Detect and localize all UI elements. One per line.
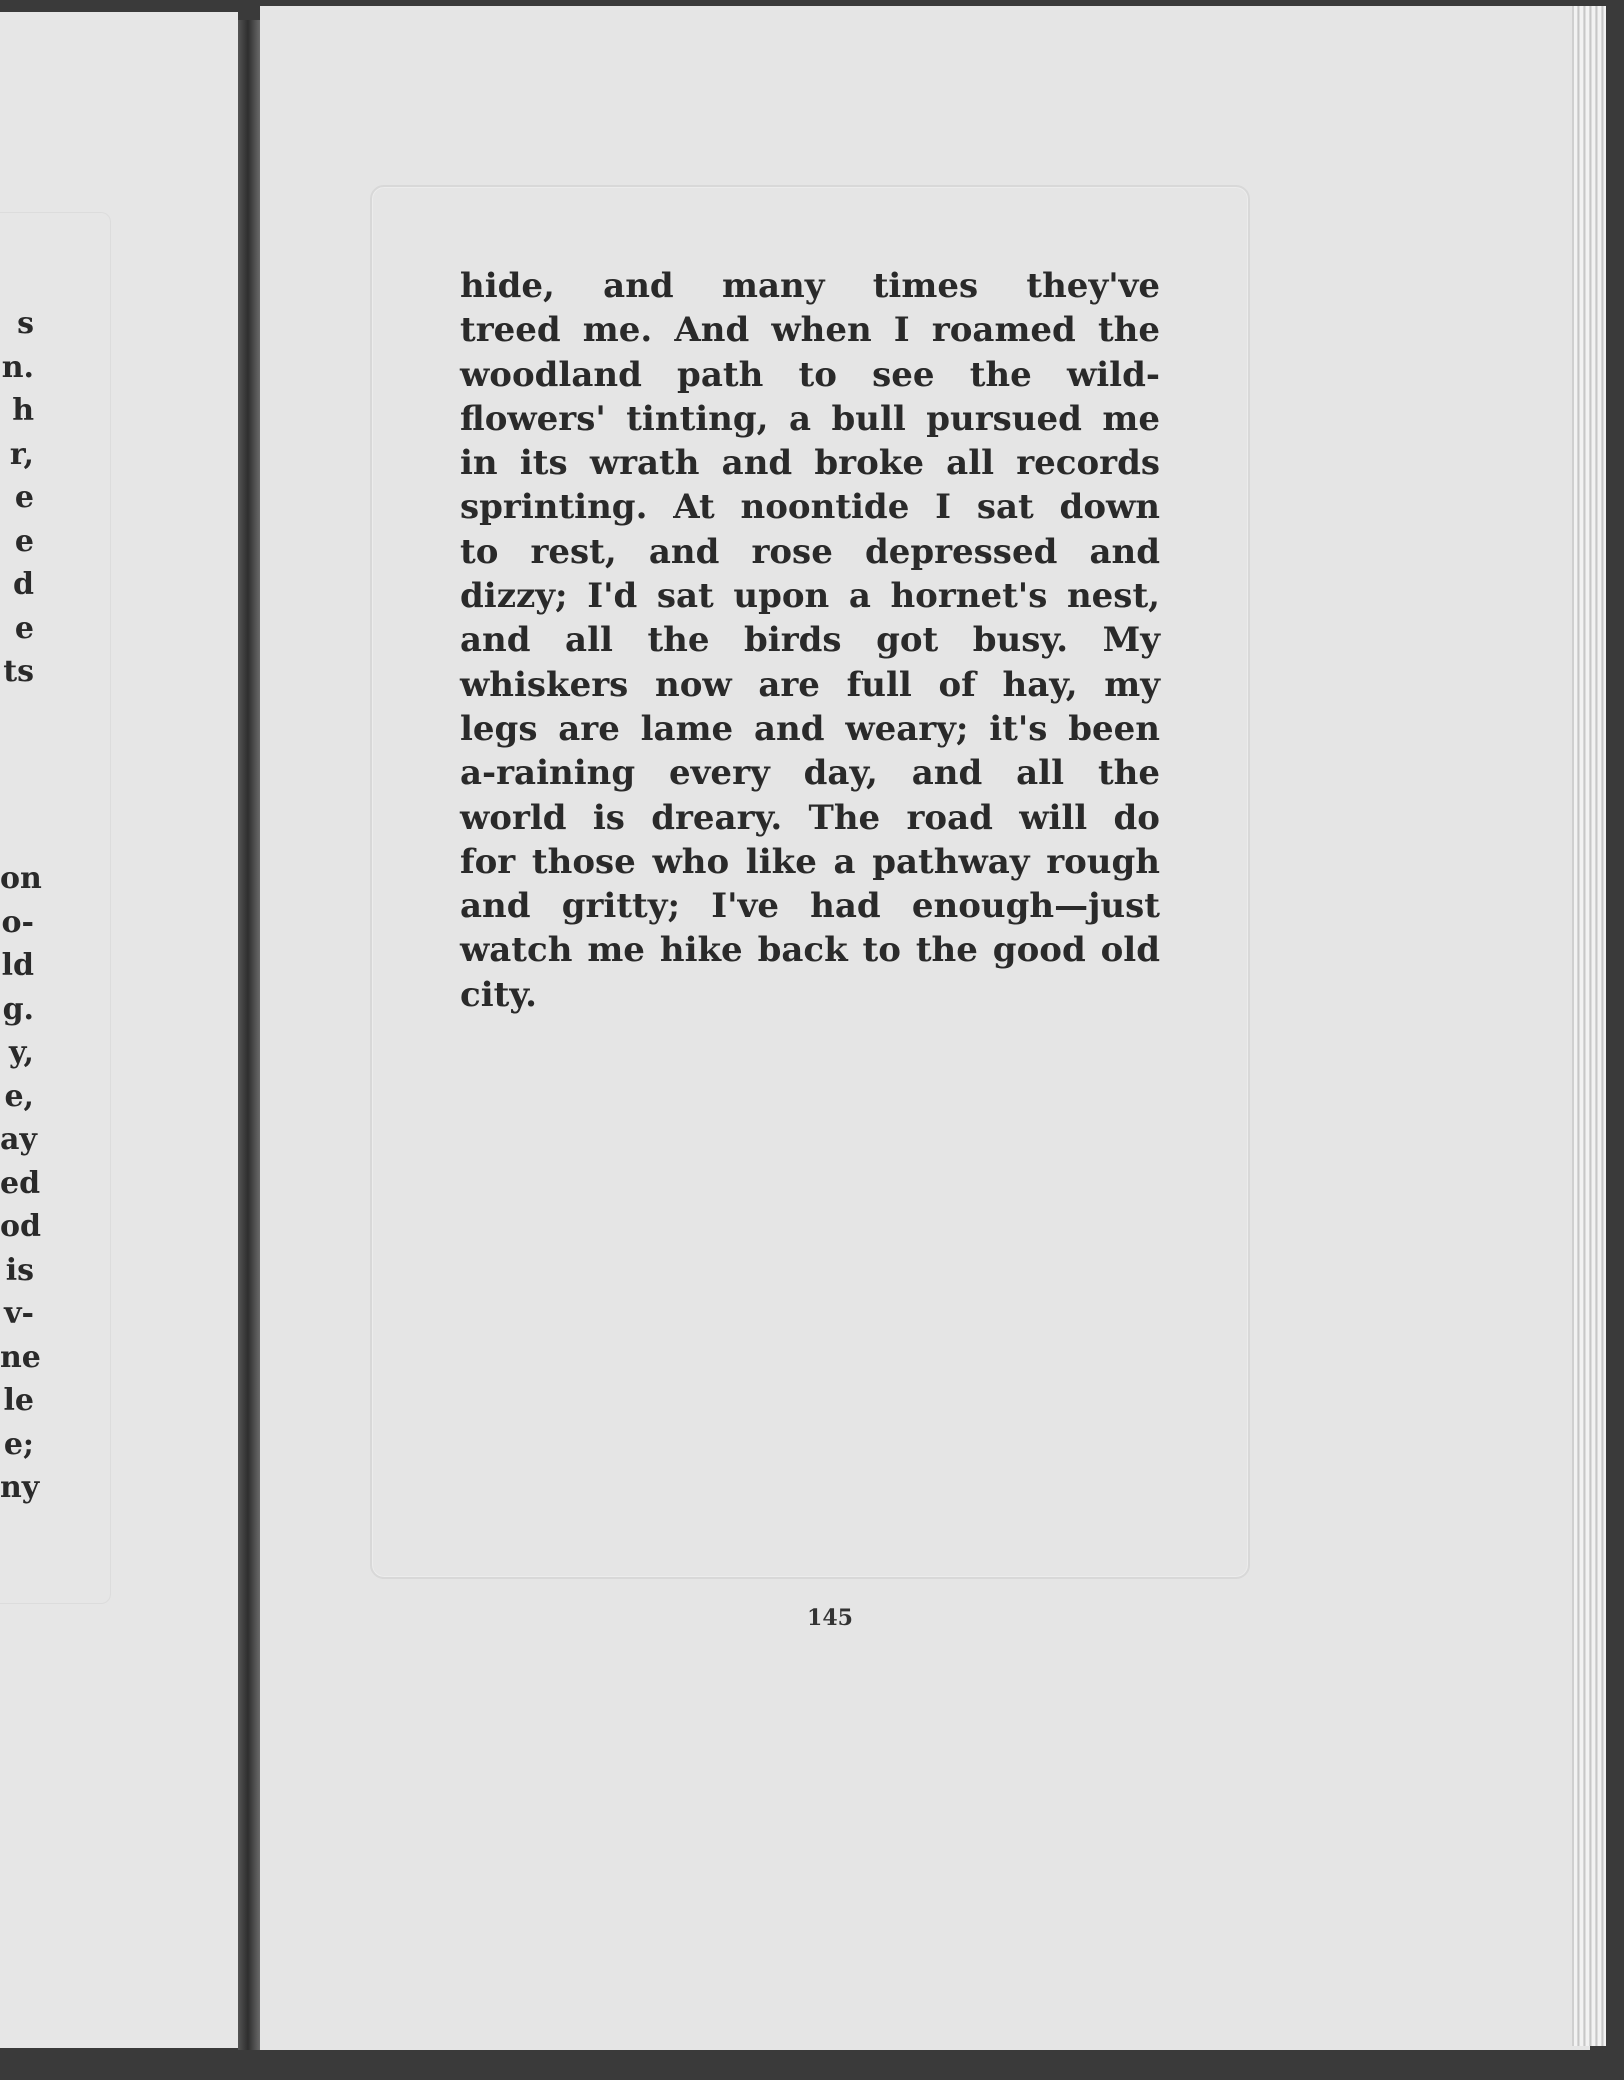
left-page-line-fragment: le [3, 1383, 34, 1418]
poem-line: legs are lame and weary; it's been [460, 708, 1160, 749]
poem-line: whiskers now are full of hay, my [460, 664, 1160, 705]
left-page-line-fragment: ed [0, 1165, 41, 1201]
left-page-line-fragment: o- [1, 904, 34, 940]
poem-line: dizzy; I'd sat upon a hornet's nest, [460, 576, 1160, 617]
left-page-line-fragment: r, [9, 436, 34, 472]
left-page-line-fragment: od [0, 1209, 41, 1244]
left-page-line-fragment: d [13, 567, 34, 602]
left-page [0, 12, 238, 2048]
left-page-line-fragment: v- [4, 1296, 34, 1331]
poem-line: sprinting. At noontide I sat down [460, 487, 1160, 528]
left-page-text-fragments-bottom [0, 857, 42, 1510]
poem-line: a-raining every day, and all the [460, 753, 1160, 794]
left-page-line-fragment: on [0, 861, 42, 896]
poem-line: and all the birds got busy. My [460, 620, 1160, 661]
left-page-line-fragment: ne [0, 1339, 41, 1375]
left-page-line-fragment: h [12, 393, 34, 428]
page-number: 145 [807, 1605, 853, 1631]
book-gutter [238, 20, 260, 2050]
poem-line: city. [460, 974, 538, 1015]
left-page-line-fragment: is [5, 1252, 34, 1288]
poem-line: world is dreary. The road will do [460, 797, 1160, 838]
poem-line: watch me hike back to the good old [460, 930, 1160, 971]
left-page-line-fragment: y, [8, 1035, 34, 1070]
poem-line: for those who like a pathway rough [460, 841, 1160, 882]
left-page-line-fragment: ts [3, 654, 34, 689]
left-page-line-fragment: ay [0, 1122, 37, 1157]
left-page-line-fragment: e, [4, 1078, 34, 1114]
left-page-line-fragment: e [14, 480, 34, 515]
poem-line: hide, and many times they've [460, 266, 1160, 306]
poem-line: flowers' tinting, a bull pursued me [460, 398, 1160, 439]
poem-line: to rest, and rose depressed and [460, 531, 1160, 572]
page-edges [1572, 6, 1606, 2046]
poem-line: treed me. And when I roamed the [460, 310, 1160, 351]
poem-line: in its wrath and broke all records [460, 443, 1160, 484]
left-page-line-fragment: n. [1, 349, 34, 385]
poem-line: and gritty; I've had enough—just [460, 886, 1160, 927]
left-page-line-fragment: e; [3, 1426, 34, 1462]
left-page-line-fragment: ny [0, 1470, 40, 1505]
left-page-line-fragment: e [14, 523, 34, 559]
poem-text-block [460, 264, 1160, 1017]
left-page-line-fragment: ld [1, 948, 34, 983]
left-page-line-fragment: s [17, 306, 34, 341]
poem-line: woodland path to see the wild- [460, 354, 1160, 395]
left-page-text-fragments-top [0, 302, 34, 694]
left-page-line-fragment: e [14, 610, 34, 646]
left-page-line-fragment: g. [2, 991, 34, 1027]
